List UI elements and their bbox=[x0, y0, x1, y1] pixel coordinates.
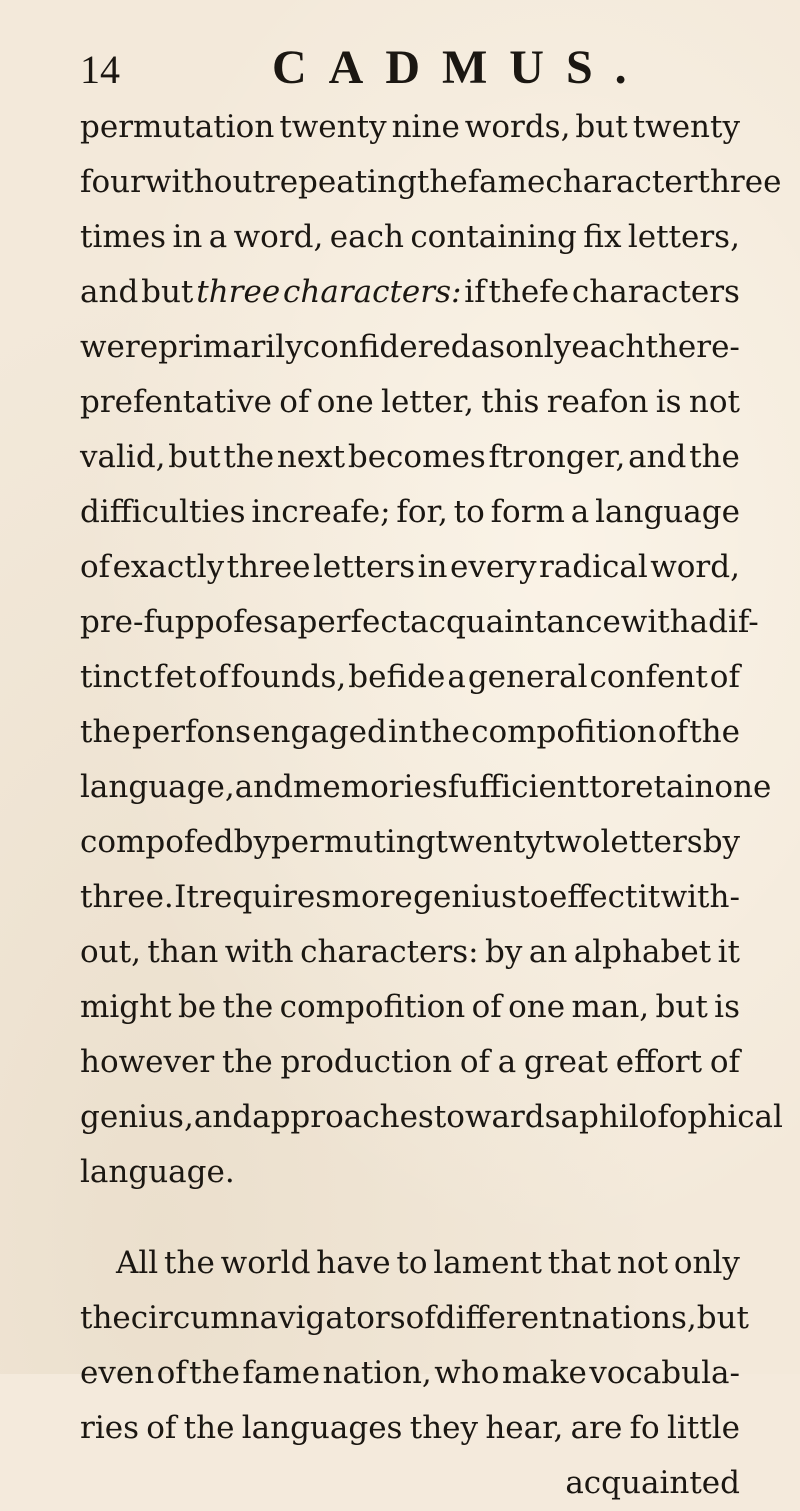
text-line: valid, but the next becomes ftronger, and the bbox=[80, 439, 740, 475]
paragraph-1 bbox=[80, 100, 783, 1200]
text-line: the perfons engaged in the compofition of the bbox=[80, 714, 740, 750]
text-line: four without repeating the fame character three bbox=[80, 164, 782, 200]
text-line: language, and memories fufficient to retain one bbox=[80, 769, 772, 805]
page-header bbox=[0, 40, 800, 100]
text-line: prefentative of one letter, this reafon is not bbox=[80, 384, 740, 420]
text-line: ries of the languages they hear, are fo little bbox=[80, 1410, 740, 1446]
text-line: language. bbox=[80, 1154, 235, 1190]
text-line: out, than with characters: by an alphabet it bbox=[80, 934, 740, 970]
paragraph-gap bbox=[80, 1200, 740, 1236]
text-line: genius, and approaches towards a philofophical bbox=[80, 1099, 783, 1135]
text-line: the circumnavigators of different nations, but bbox=[80, 1300, 750, 1336]
text-line: pre-fuppofes a perfect acquaintance with a dif- bbox=[80, 604, 759, 640]
text-line: compofed by permuting twenty two letters by bbox=[80, 824, 741, 860]
text-line: and but three characters: if thefe characters bbox=[80, 274, 740, 310]
text-line: All the world have to lament that not only bbox=[116, 1245, 740, 1281]
text-line: might be the compofition of one man, but is bbox=[80, 989, 740, 1025]
page-number: 14 bbox=[80, 47, 120, 92]
catchword-line bbox=[80, 1456, 740, 1511]
body-text bbox=[80, 100, 783, 1511]
catchword: acquainted bbox=[565, 1465, 740, 1501]
text-line: tinct fet of founds, befide a general confent of bbox=[80, 659, 740, 695]
text-line: times in a word, each containing fix letters, bbox=[80, 219, 740, 255]
text-line: three. It requires more genius to effect it with- bbox=[80, 879, 740, 915]
running-head: CADMUS. bbox=[272, 41, 649, 94]
text-line: of exactly three letters in every radical word, bbox=[80, 549, 740, 585]
text-line: even of the fame nation, who make vocabula- bbox=[80, 1355, 740, 1391]
paragraph-2 bbox=[80, 1236, 750, 1456]
text-line: permutation twenty nine words, but twenty bbox=[80, 109, 740, 145]
text-line: were primarily confidered as only each the re- bbox=[80, 329, 740, 365]
text-line: difficulties increafe; for, to form a language bbox=[80, 494, 740, 530]
text-line: however the production of a great effort of bbox=[80, 1044, 740, 1080]
